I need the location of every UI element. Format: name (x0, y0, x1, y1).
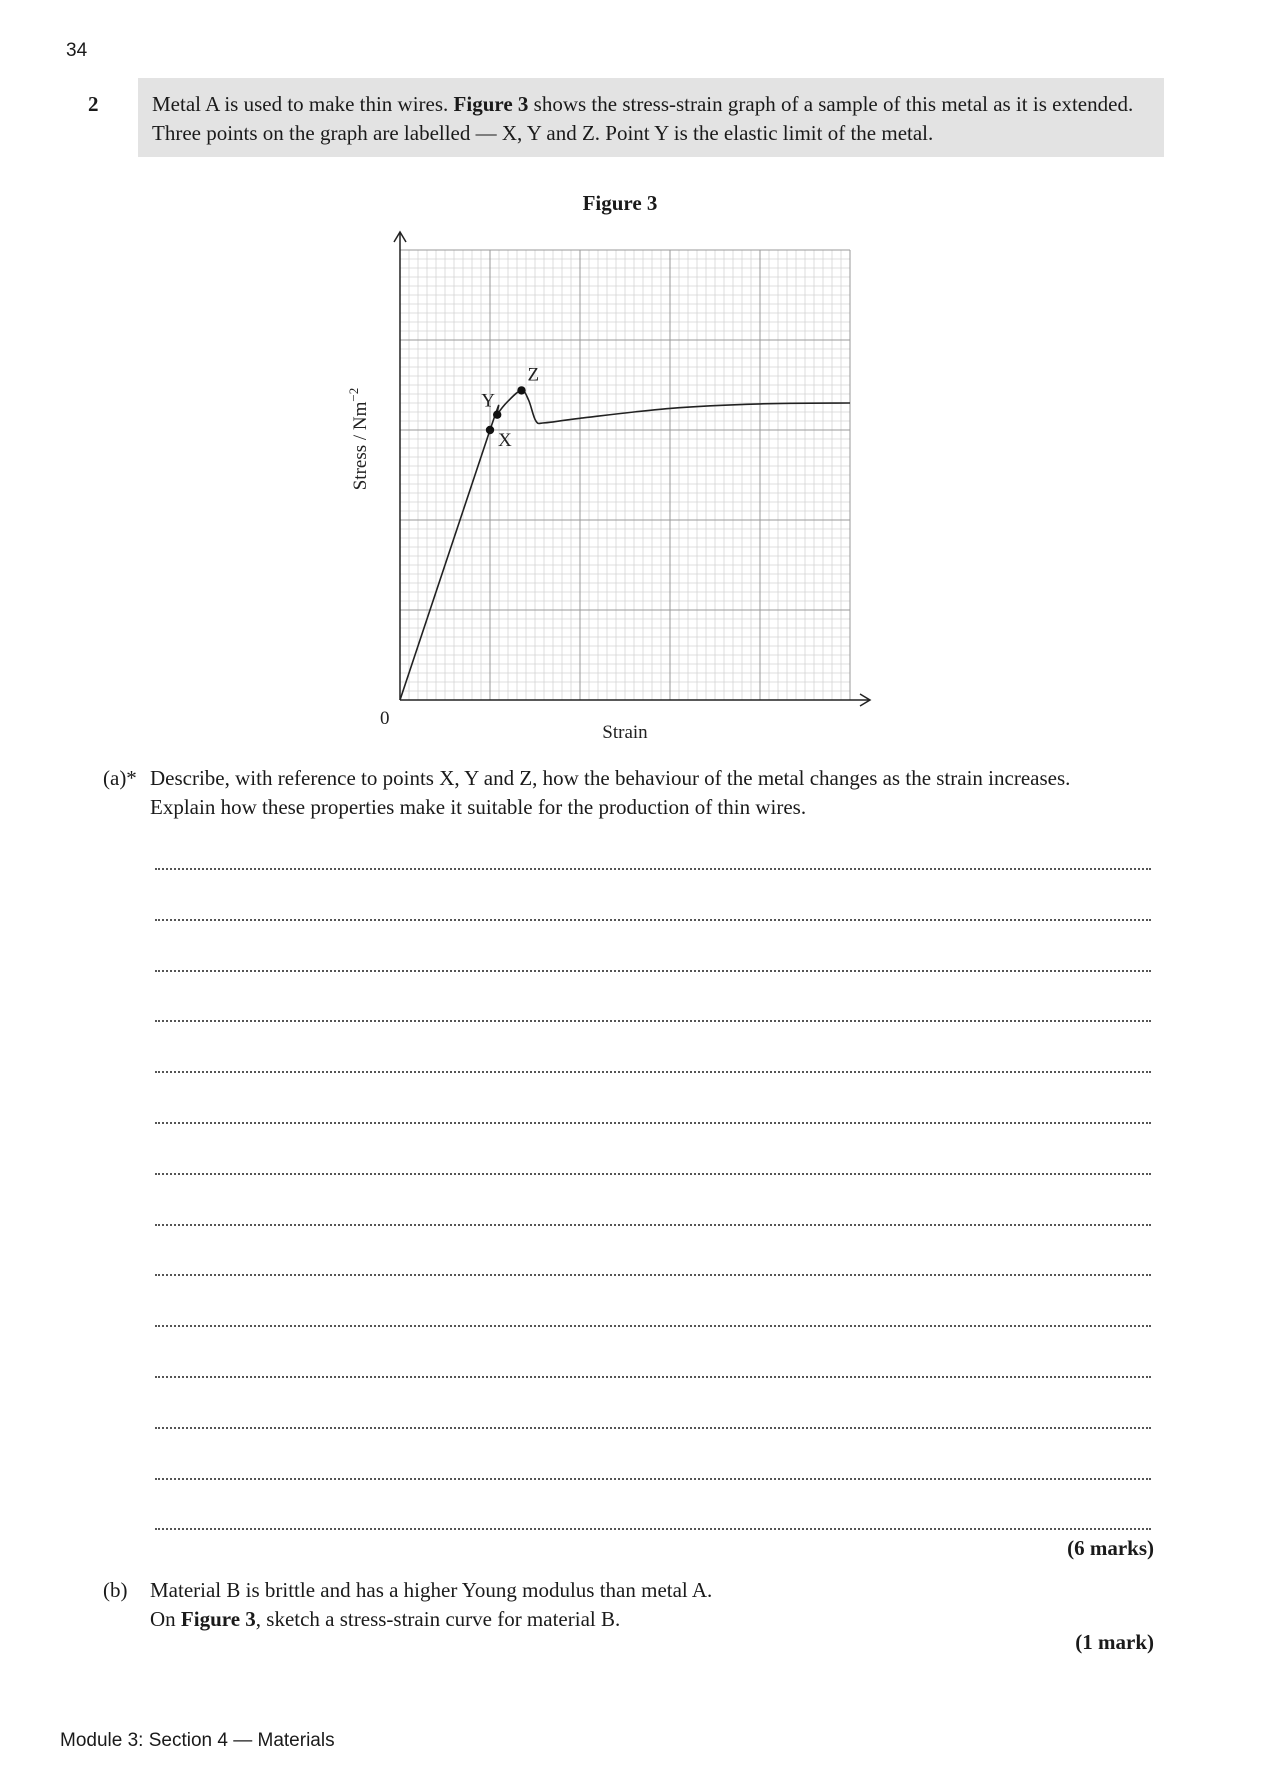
point-x (486, 426, 494, 434)
part-b-question (150, 1576, 950, 1634)
part-a-label: (a)* (103, 766, 137, 790)
figure-title: Figure 3 (582, 191, 658, 215)
answer-line[interactable] (155, 1071, 1151, 1073)
part-b-suffix: , sketch a stress-strain curve for material B. (255, 1607, 621, 1631)
answer-line[interactable] (155, 970, 1151, 972)
intro-text-1: Metal A is used to make thin wires. (152, 92, 454, 116)
answer-line[interactable] (155, 919, 1151, 921)
point-label-x: X (498, 430, 512, 451)
question-number: 2 (88, 92, 99, 116)
grid-minor (400, 250, 850, 700)
answer-line[interactable] (155, 1478, 1151, 1480)
part-a-marks: (6 marks) (1067, 1536, 1154, 1560)
page-footer: Module 3: Section 4 — Materials (60, 1730, 335, 1751)
answer-line[interactable] (155, 1325, 1151, 1327)
part-b-line-1: Material B is brittle and has a higher Young modulus than metal A. (150, 1578, 713, 1602)
answer-line[interactable] (155, 1173, 1151, 1175)
point-label-y: Y (481, 390, 495, 412)
origin-label: 0 (380, 708, 390, 729)
axes (394, 232, 870, 706)
answer-line[interactable] (155, 1020, 1151, 1022)
part-b-line-2 (150, 1605, 950, 1634)
answer-line[interactable] (155, 1376, 1151, 1378)
intro-text-2: shows the stress-strain graph of a sample of this metal as it is extended. Three points on the graph are labelled — X, Y and Z. Point Y is the elastic limit of the metal. (152, 92, 1134, 145)
question-intro (138, 78, 1164, 157)
y-axis-label-text: Stress / Nm (350, 401, 371, 491)
answer-line[interactable] (155, 1528, 1151, 1530)
answer-line[interactable] (155, 1274, 1151, 1276)
answer-line[interactable] (155, 1224, 1151, 1226)
y-axis-label (346, 388, 371, 491)
part-b-figure-ref: Figure 3 (180, 1607, 256, 1631)
stress-strain-chart[interactable] (340, 225, 880, 745)
point-y (493, 411, 501, 419)
answer-line[interactable] (155, 1122, 1151, 1124)
point-label-z: Z (527, 364, 540, 386)
point-z (517, 386, 525, 394)
part-b-label: (b) (103, 1578, 128, 1602)
intro-figure-ref: Figure 3 (453, 92, 529, 116)
part-a-question: Describe, with reference to points X, Y and Z, how the behaviour of the metal changes as the strain increases. Explain how these properties make it suitable for the production of thin wires. (150, 766, 1071, 819)
answer-line[interactable] (155, 1427, 1151, 1429)
part-b-prefix: On (150, 1607, 181, 1631)
x-axis-label: Strain (602, 722, 648, 743)
page-number: 34 (66, 40, 88, 61)
part-b-marks: (1 mark) (1075, 1630, 1154, 1654)
answer-line[interactable] (155, 868, 1151, 870)
y-axis-label-exponent: −2 (346, 387, 361, 402)
